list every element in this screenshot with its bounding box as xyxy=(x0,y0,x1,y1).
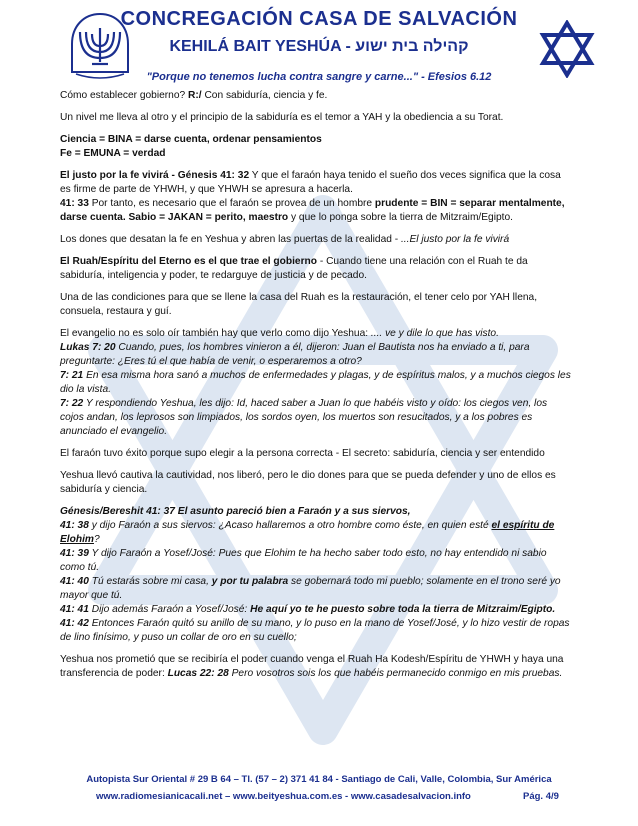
emphasis: el espíritu de Elohim xyxy=(60,520,555,545)
text: Y que el faraón haya tenido el sueño dos veces significa que la cosa es firme de parte de YHWH, y que YHWH se apresura a hacerla. xyxy=(60,170,561,195)
emphasis: prudente = BIN = separar mentalmente, darse cuenta. Sabio = JAKAN = perito, maestro xyxy=(60,198,565,223)
paragraph-dones xyxy=(60,233,572,247)
verse-41-38 xyxy=(60,519,572,547)
emphasis: y por tu palabra xyxy=(211,576,289,587)
text: Por tanto, es necesario que el faraón se provea de un hombre xyxy=(88,198,375,209)
document-body xyxy=(60,89,572,689)
footer xyxy=(0,771,638,805)
page-number: Pág. 4/9 xyxy=(523,791,559,802)
paragraph-cautividad: Yeshua llevó cautiva la cautividad, nos liberó, pero le dio dones para que se pueda defender y uno de ellos es sabiduría y ciencia. xyxy=(60,470,556,495)
text: Entonces Faraón quitó su anillo de su mano, y lo puso en la mano de Yosef/José, y lo hizo vestir de ropas de lino finísimo, y puso un collar de oro en su cuello; xyxy=(60,618,570,643)
verse-lukas-7-20 xyxy=(60,341,572,369)
text: Y dijo Faraón a Yosef/José: Pues que Elohim te ha hecho saber todo esto, no hay entendido ni sabio como tú. xyxy=(60,548,547,573)
letterhead xyxy=(0,0,638,96)
verse-ref: 41: 38 xyxy=(60,520,89,531)
text: Tú estarás sobre mi casa, xyxy=(88,576,212,587)
verse-ref: 41: 40 xyxy=(60,576,89,587)
footer-websites: www.radiomesianicacali.net – www.beityeshua.com.es - www.casadesalvacion.info xyxy=(96,791,471,802)
text: Cuando, pues, los hombres vinieron a él, dijeron: Juan el Bautista nos ha enviado a ti, para preguntarte: ¿Eres tú el que había de venir, o esperaremos a otro? xyxy=(60,342,530,367)
text: Cómo establecer gobierno? xyxy=(60,90,186,101)
text: se gobernará todo mi pueblo; solamente en el trono seré yo mayor que tú. xyxy=(60,576,561,601)
header-subtitle: KEHILÁ BAIT YESHÚA - קהילה בית ישוע xyxy=(169,38,469,55)
header-title: CONCREGACIÓN CASA DE SALVACIÓN xyxy=(120,8,518,30)
paragraph-promesa xyxy=(60,653,572,681)
quote: .... ve y dile lo que has visto. xyxy=(370,328,499,339)
verse-ref: 41: 33 xyxy=(60,198,89,209)
text: El evangelio no es solo oír también hay que verlo como dijo Yeshua: xyxy=(60,328,371,339)
text: Yeshua nos prometió que se recibiría el poder cuando venga el Ruah Ha Kodesh/Espíritu de YHWH y haya una transferencia de poder: xyxy=(60,654,564,679)
text: En esa misma hora sanó a muchos de enfermedades y plagas, y de espíritus malos, y a muchos ciegos les dio la vista. xyxy=(60,370,571,395)
footer-line-2 xyxy=(0,788,638,805)
text: ? xyxy=(93,534,100,545)
verse-41-39 xyxy=(60,547,572,575)
paragraph-faraon: El faraón tuvo éxito porque supo elegir a la persona correcta - El secreto: sabiduría, ciencia y ser entendido xyxy=(60,448,545,459)
text: Dijo además Faraón a Yosef/José: xyxy=(88,604,251,615)
definition-ciencia: Ciencia = BINA = darse cuenta, ordenar pensamientos xyxy=(60,134,322,145)
verse-7-22 xyxy=(60,397,572,439)
verse-ref: El justo por la fe vivirá - Génesis 41: 32 xyxy=(60,170,250,181)
verse-genesis-41-37: Génesis/Bereshit 41: 37 El asunto pareció bien a Faraón y a sus siervos, xyxy=(60,506,411,517)
verse-41-40 xyxy=(60,575,572,603)
quote: Pero vosotros sois los que habéis permanecido conmigo en mis pruebas. xyxy=(228,668,563,679)
verse-ref: 41: 42 xyxy=(60,618,89,629)
footer-address: Autopista Sur Oriental # 29 B 64 – Tl. (57 – 2) 371 41 84 - Santiago de Cali, Valle, Colombia, Sur América xyxy=(86,774,552,785)
text: - Cuando tiene una relación con el Ruah te da sabiduría, inteligencia y poder, te redarguye de justicia y de pecado. xyxy=(60,256,528,281)
paragraph-nivel: Un nivel me lleva al otro y el principio de la sabiduría es el temor a YAH y la obediencia a su Torat. xyxy=(60,112,504,123)
text: y que lo ponga sobre la tierra de Mitzraim/Egipto. xyxy=(288,212,513,223)
paragraph-condiciones: Una de las condiciones para que se llene la casa del Ruah es la restauración, el tener celo por YAH llena, consuela, restaura y guí. xyxy=(60,292,538,317)
answer-label: R:/ xyxy=(188,90,202,101)
emphasis: He aquí yo te he puesto sobre toda la tierra de Mitzraim/Egipto. xyxy=(250,604,556,615)
verse-ref: 7: 22 xyxy=(60,398,84,409)
emphasis: El Ruah/Espíritu del Eterno es el que trae el gobierno xyxy=(60,256,318,267)
paragraph-ruah xyxy=(60,255,572,283)
paragraph-41-33 xyxy=(60,197,572,225)
verse-ref: Lukas 7: 20 xyxy=(60,342,116,353)
paragraph-evangelio xyxy=(60,327,572,341)
verse-ref: 41: 39 xyxy=(60,548,89,559)
text: Con sabiduría, ciencia y fe. xyxy=(204,90,328,101)
verse-41-42 xyxy=(60,617,572,645)
text: y dijo Faraón a sus siervos: ¿Acaso hallaremos a otro hombre como éste, en quien esté xyxy=(88,520,492,531)
text: Y respondiendo Yeshua, les dijo: Id, haced saber a Juan lo que habéis visto y oído: los ciegos ven, los cojos andan, los leprosos son limpiados, los sordos oyen, los muertos son resucitados, y a los pobres es anunciado el evangelio. xyxy=(60,398,548,437)
paragraph-justo xyxy=(60,169,572,197)
verse-7-21 xyxy=(60,369,572,397)
definition-fe: Fe = EMUNA = verdad xyxy=(60,148,166,159)
header-verse: "Porque no tenemos lucha contra sangre y carne..." - Efesios 6.12 xyxy=(146,71,492,83)
verse-ref: Lucas 22: 28 xyxy=(167,668,229,679)
verse-ref: 41: 41 xyxy=(60,604,89,615)
text: Los dones que desatan la fe en Yeshua y abren las puertas de la realidad - xyxy=(60,234,401,245)
quote: ...El justo por la fe vivirá xyxy=(400,234,510,245)
star-of-david-icon xyxy=(538,20,596,78)
verse-ref: 7: 21 xyxy=(60,370,84,381)
paragraph-gobierno xyxy=(60,89,572,103)
verse-41-41 xyxy=(60,603,572,617)
